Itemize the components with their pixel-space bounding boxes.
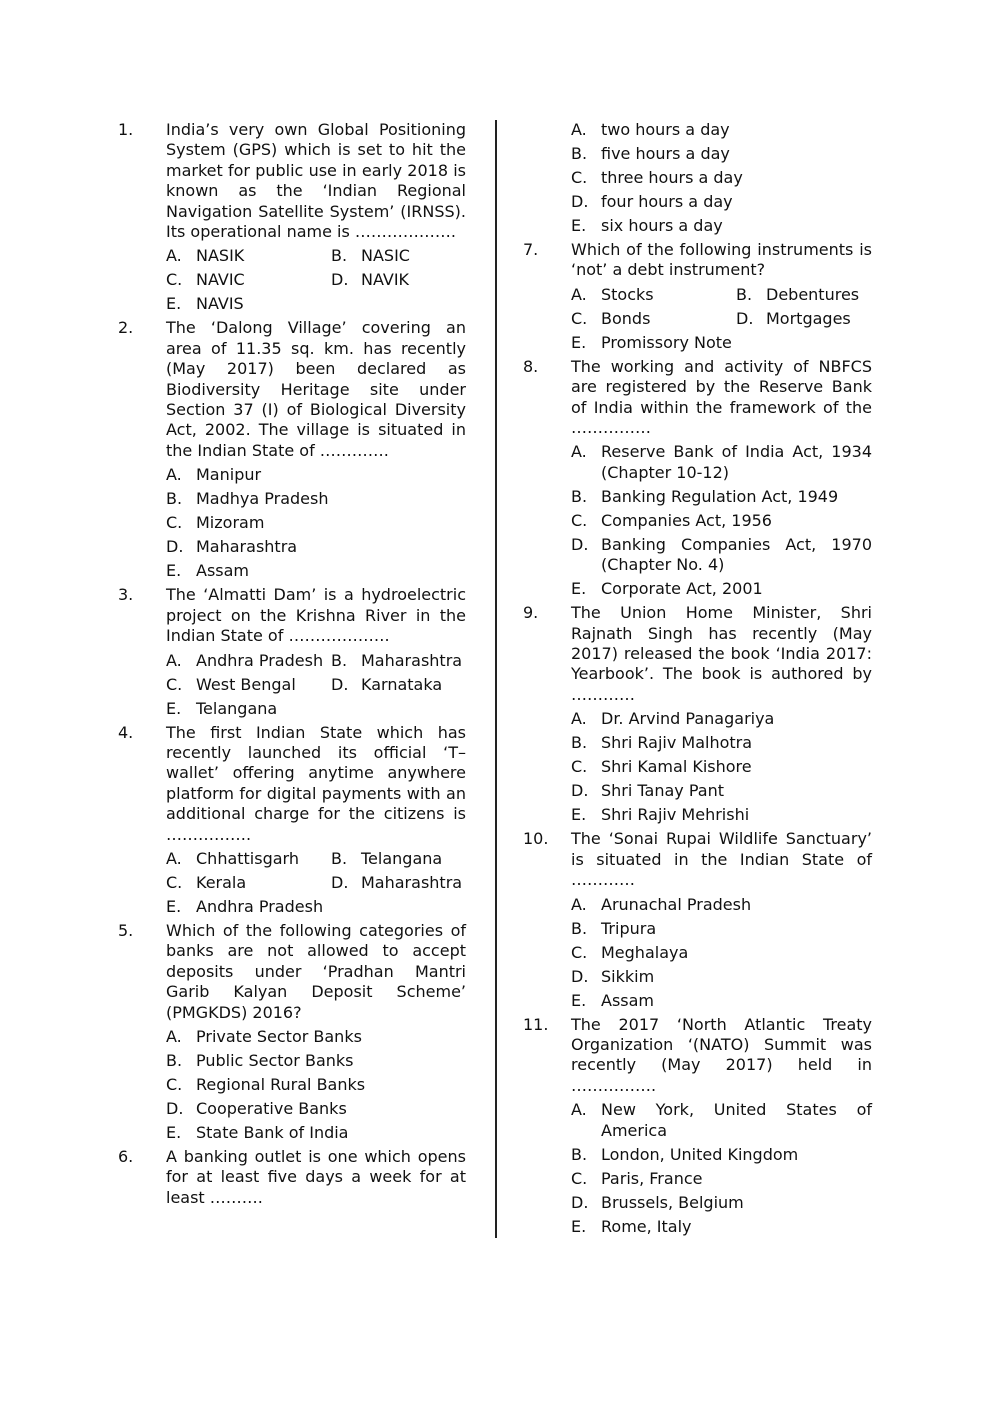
option-letter: D. xyxy=(571,781,589,801)
option-letter: A. xyxy=(571,709,587,729)
question-text: The ‘Sonai Rupai Wildlife Sanctuary’ is situated in the Indian State of ………… xyxy=(571,829,872,890)
option-letter: B. xyxy=(331,246,348,266)
option-text: Madhya Pradesh xyxy=(196,489,329,509)
options xyxy=(166,246,466,314)
option-letter: C. xyxy=(571,1168,588,1188)
option-letter: B. xyxy=(571,733,588,753)
option-text: two hours a day xyxy=(601,120,730,139)
option-d[interactable] xyxy=(736,309,872,329)
option-letter: B. xyxy=(571,486,588,506)
option-letter: A. xyxy=(166,465,182,485)
option-letter: A. xyxy=(571,894,587,914)
option-letter: D. xyxy=(736,308,754,328)
question-number: 11. xyxy=(523,1014,549,1034)
option-letter: E. xyxy=(571,579,587,599)
options xyxy=(166,651,466,719)
option-text: Debentures xyxy=(766,284,860,304)
option-letter: E. xyxy=(571,216,587,235)
left-column xyxy=(118,120,466,1208)
right-column xyxy=(523,120,872,1241)
option-a[interactable] xyxy=(166,246,331,266)
options xyxy=(571,895,872,1011)
option-d[interactable] xyxy=(331,675,466,695)
option-letter: D. xyxy=(166,537,184,557)
question-text: A banking outlet is one which opens for at least five days a week for at least ………. xyxy=(166,1146,466,1207)
option-letter: B. xyxy=(331,848,348,868)
option-c[interactable] xyxy=(166,513,466,533)
question-number: 1. xyxy=(118,120,134,139)
option-b[interactable] xyxy=(736,285,872,305)
question-1 xyxy=(118,120,466,315)
option-text: Stocks xyxy=(601,284,654,304)
option-text: Reserve Bank of India Act, 1934 (Chapter 10-12) xyxy=(601,442,872,482)
option-text: Shri Rajiv Mehrishi xyxy=(601,805,750,825)
option-e[interactable] xyxy=(571,333,872,353)
option-text: Maharashtra xyxy=(361,872,463,892)
option-letter: D. xyxy=(331,674,349,694)
option-text: Public Sector Banks xyxy=(196,1050,354,1070)
option-letter: E. xyxy=(166,561,182,581)
option-letter: E. xyxy=(166,698,182,718)
option-text: Promissory Note xyxy=(601,332,732,352)
option-d[interactable] xyxy=(571,192,872,212)
option-letter: B. xyxy=(571,144,588,163)
option-letter: E. xyxy=(571,990,587,1010)
option-text: NASIK xyxy=(196,246,245,266)
options xyxy=(166,1027,466,1143)
option-letter: B. xyxy=(166,1050,183,1070)
option-text: Manipur xyxy=(196,465,262,485)
option-text: Arunachal Pradesh xyxy=(601,894,752,914)
option-text: West Bengal xyxy=(196,674,296,694)
option-a[interactable] xyxy=(571,709,872,729)
question-number: 3. xyxy=(118,585,134,605)
option-c[interactable] xyxy=(571,1169,872,1189)
option-letter: A. xyxy=(571,284,587,304)
question-4 xyxy=(118,723,466,918)
option-text: NAVIK xyxy=(361,270,410,290)
option-letter: B. xyxy=(166,489,183,509)
option-text: State Bank of India xyxy=(196,1122,349,1142)
option-letter: D. xyxy=(571,192,589,211)
option-text: NASIC xyxy=(361,246,410,266)
option-b[interactable] xyxy=(571,487,872,507)
option-letter: C. xyxy=(166,872,183,892)
option-text: Telangana xyxy=(361,848,443,868)
question-5 xyxy=(118,921,466,1143)
option-e[interactable] xyxy=(571,579,872,599)
option-letter: C. xyxy=(571,308,588,328)
option-letter: A. xyxy=(166,848,182,868)
option-text: Paris, France xyxy=(601,1168,703,1188)
options xyxy=(166,849,466,917)
column-divider xyxy=(495,120,497,1238)
option-letter: C. xyxy=(571,168,588,187)
option-text: Andhra Pradesh xyxy=(196,896,324,916)
option-letter: B. xyxy=(331,650,348,670)
option-c[interactable] xyxy=(571,757,872,777)
option-b[interactable] xyxy=(166,489,466,509)
question-text: The first Indian State which has recently launched its official ‘T–wallet’ offering anytime anywhere platform for digital payments with an additional charge for the citizens is ……………. xyxy=(166,722,466,844)
option-text: Companies Act, 1956 xyxy=(601,510,772,530)
question-3 xyxy=(118,585,466,719)
question-number: 10. xyxy=(523,829,549,849)
option-text: Assam xyxy=(601,990,655,1010)
question-number: 2. xyxy=(118,318,134,338)
option-c[interactable] xyxy=(166,675,331,695)
options xyxy=(571,120,872,236)
option-e[interactable] xyxy=(166,294,466,314)
option-letter: E. xyxy=(166,1122,182,1142)
option-a[interactable] xyxy=(166,849,331,869)
option-letter: D. xyxy=(571,534,589,554)
option-d[interactable] xyxy=(571,1193,872,1213)
option-c[interactable] xyxy=(166,873,331,893)
option-text: Karnataka xyxy=(361,674,443,694)
option-text: Kerala xyxy=(196,872,247,892)
question-text: Which of the following categories of banks are not allowed to accept deposits under ‘Pradhan Mantri Garib Kalyan Deposit Scheme’ (PMGKDS) 2016? xyxy=(166,920,466,1022)
option-b[interactable] xyxy=(571,919,872,939)
option-letter: A. xyxy=(166,246,182,266)
option-d[interactable] xyxy=(331,270,466,290)
option-text: Mizoram xyxy=(196,513,265,533)
option-letter: B. xyxy=(571,1144,588,1164)
option-text: Cooperative Banks xyxy=(196,1098,347,1118)
option-letter: D. xyxy=(571,1192,589,1212)
option-letter: D. xyxy=(571,966,589,986)
question-text: The Union Home Minister, Shri Rajnath Singh has recently (May 2017) released the book ‘India 2017: Yearbook’. The book is authored by ………… xyxy=(571,603,872,704)
option-letter: A. xyxy=(166,1026,182,1046)
option-text: Andhra Pradesh xyxy=(196,650,324,670)
option-text: Rome, Italy xyxy=(601,1216,692,1236)
option-text: Tripura xyxy=(601,918,657,938)
question-text: The 2017 ‘North Atlantic Treaty Organization ‘(NATO) Summit was recently (May 2017) held in ……………. xyxy=(571,1014,872,1095)
question-8 xyxy=(523,357,872,600)
option-e[interactable] xyxy=(166,897,466,917)
options xyxy=(571,442,872,599)
question-2 xyxy=(118,318,466,581)
option-b[interactable] xyxy=(331,246,466,266)
question-9 xyxy=(523,603,872,825)
question-number: 7. xyxy=(523,240,539,259)
question-7 xyxy=(523,240,872,353)
option-a[interactable] xyxy=(166,651,331,671)
option-letter: C. xyxy=(166,1074,183,1094)
option-text: three hours a day xyxy=(601,168,743,187)
question-text: The ‘Dalong Village’ covering an area of 11.35 sq. km. has recently (May 2017) been declared as Biodiversity Heritage site under Section 37 (I) of Biological Diversity Act, 2002. The village is situated in the Indian State of …………. xyxy=(166,318,466,460)
question-6-options-continued xyxy=(523,120,872,236)
question-text: India’s very own Global Positioning System (GPS) which is set to hit the market for public use in early 2018 is known as the ‘Indian Regional Navigation Satellite System’ (IRNSS). Its operational name is ………………. xyxy=(166,120,466,242)
option-e[interactable] xyxy=(571,216,872,236)
option-e[interactable] xyxy=(571,991,872,1011)
option-letter: D. xyxy=(331,270,349,290)
option-letter: C. xyxy=(166,674,183,694)
question-number: 8. xyxy=(523,356,539,376)
option-e[interactable] xyxy=(571,805,872,825)
option-text: Meghalaya xyxy=(601,942,689,962)
question-number: 9. xyxy=(523,603,539,623)
option-text: Regional Rural Banks xyxy=(196,1074,366,1094)
option-text: Mortgages xyxy=(766,308,851,328)
option-b[interactable] xyxy=(331,849,466,869)
option-b[interactable] xyxy=(166,1051,466,1071)
question-6 xyxy=(118,1147,466,1208)
question-text: The ‘Almatti Dam’ is a hydroelectric project on the Krishna River in the Indian State of ………………. xyxy=(166,585,466,646)
question-number: 6. xyxy=(118,1146,134,1166)
option-letter: A. xyxy=(571,1100,587,1120)
option-letter: E. xyxy=(571,805,587,825)
option-d[interactable] xyxy=(571,967,872,987)
option-c[interactable] xyxy=(166,270,331,290)
option-text: Private Sector Banks xyxy=(196,1026,362,1046)
option-e[interactable] xyxy=(166,561,466,581)
option-letter: E. xyxy=(166,294,182,314)
option-text: NAVIC xyxy=(196,270,245,290)
option-text: six hours a day xyxy=(601,216,723,235)
option-d[interactable] xyxy=(571,535,872,576)
option-c[interactable] xyxy=(571,511,872,531)
option-a[interactable] xyxy=(571,1100,872,1141)
option-b[interactable] xyxy=(571,144,872,164)
option-text: Banking Regulation Act, 1949 xyxy=(601,486,839,506)
option-a[interactable] xyxy=(571,895,872,915)
option-text: Maharashtra xyxy=(196,537,298,557)
option-text: NAVIS xyxy=(196,294,244,314)
question-10 xyxy=(523,829,872,1011)
option-d[interactable] xyxy=(166,537,466,557)
option-letter: A. xyxy=(571,120,587,139)
option-letter: C. xyxy=(166,513,183,533)
question-number: 5. xyxy=(118,920,134,940)
option-d[interactable] xyxy=(166,1099,466,1119)
options xyxy=(571,709,872,825)
option-a[interactable] xyxy=(166,465,466,485)
option-text: Sikkim xyxy=(601,966,655,986)
option-text: Dr. Arvind Panagariya xyxy=(601,709,775,729)
option-text: Bonds xyxy=(601,308,651,328)
option-c[interactable] xyxy=(571,309,736,329)
option-e[interactable] xyxy=(166,1123,466,1143)
option-text: Shri Rajiv Malhotra xyxy=(601,733,753,753)
option-d[interactable] xyxy=(571,781,872,801)
question-11 xyxy=(523,1015,872,1237)
option-text: London, United Kingdom xyxy=(601,1144,799,1164)
option-letter: C. xyxy=(571,942,588,962)
options xyxy=(571,285,872,353)
option-text: Brussels, Belgium xyxy=(601,1192,744,1212)
options xyxy=(166,465,466,581)
option-letter: C. xyxy=(571,510,588,530)
option-letter: D. xyxy=(331,872,349,892)
option-text: four hours a day xyxy=(601,192,733,211)
option-letter: A. xyxy=(166,650,182,670)
option-c[interactable] xyxy=(571,943,872,963)
option-letter: D. xyxy=(166,1098,184,1118)
option-b[interactable] xyxy=(571,733,872,753)
option-c[interactable] xyxy=(571,168,872,188)
option-a[interactable] xyxy=(571,120,872,140)
question-text: Which of the following instruments is ‘not’ a debt instrument? xyxy=(571,240,872,280)
option-text: Telangana xyxy=(196,698,278,718)
option-text: Chhattisgarh xyxy=(196,848,299,868)
option-text: Shri Kamal Kishore xyxy=(601,757,752,777)
option-letter: A. xyxy=(571,442,587,462)
option-letter: B. xyxy=(571,918,588,938)
option-text: Assam xyxy=(196,561,250,581)
question-number: 4. xyxy=(118,722,134,742)
option-text: New York, United States of America xyxy=(601,1100,872,1140)
option-text: Shri Tanay Pant xyxy=(601,781,724,801)
option-c[interactable] xyxy=(166,1075,466,1095)
option-d[interactable] xyxy=(331,873,466,893)
option-letter: C. xyxy=(166,270,183,290)
option-letter: E. xyxy=(571,1216,587,1236)
option-a[interactable] xyxy=(166,1027,466,1047)
option-letter: C. xyxy=(571,757,588,777)
option-letter: B. xyxy=(736,284,753,304)
option-letter: E. xyxy=(166,896,182,916)
option-e[interactable] xyxy=(166,699,466,719)
option-b[interactable] xyxy=(331,651,466,671)
option-text: Banking Companies Act, 1970 (Chapter No. 4) xyxy=(601,534,872,575)
option-letter: E. xyxy=(571,332,587,352)
question-text: The working and activity of NBFCS are registered by the Reserve Bank of India within the framework of the …………… xyxy=(571,356,872,438)
options xyxy=(571,1100,872,1237)
option-a[interactable] xyxy=(571,442,872,483)
option-text: Corporate Act, 2001 xyxy=(601,579,763,599)
option-b[interactable] xyxy=(571,1145,872,1165)
option-a[interactable] xyxy=(571,285,736,305)
option-text: five hours a day xyxy=(601,144,730,163)
option-e[interactable] xyxy=(571,1217,872,1237)
option-text: Maharashtra xyxy=(361,650,463,670)
